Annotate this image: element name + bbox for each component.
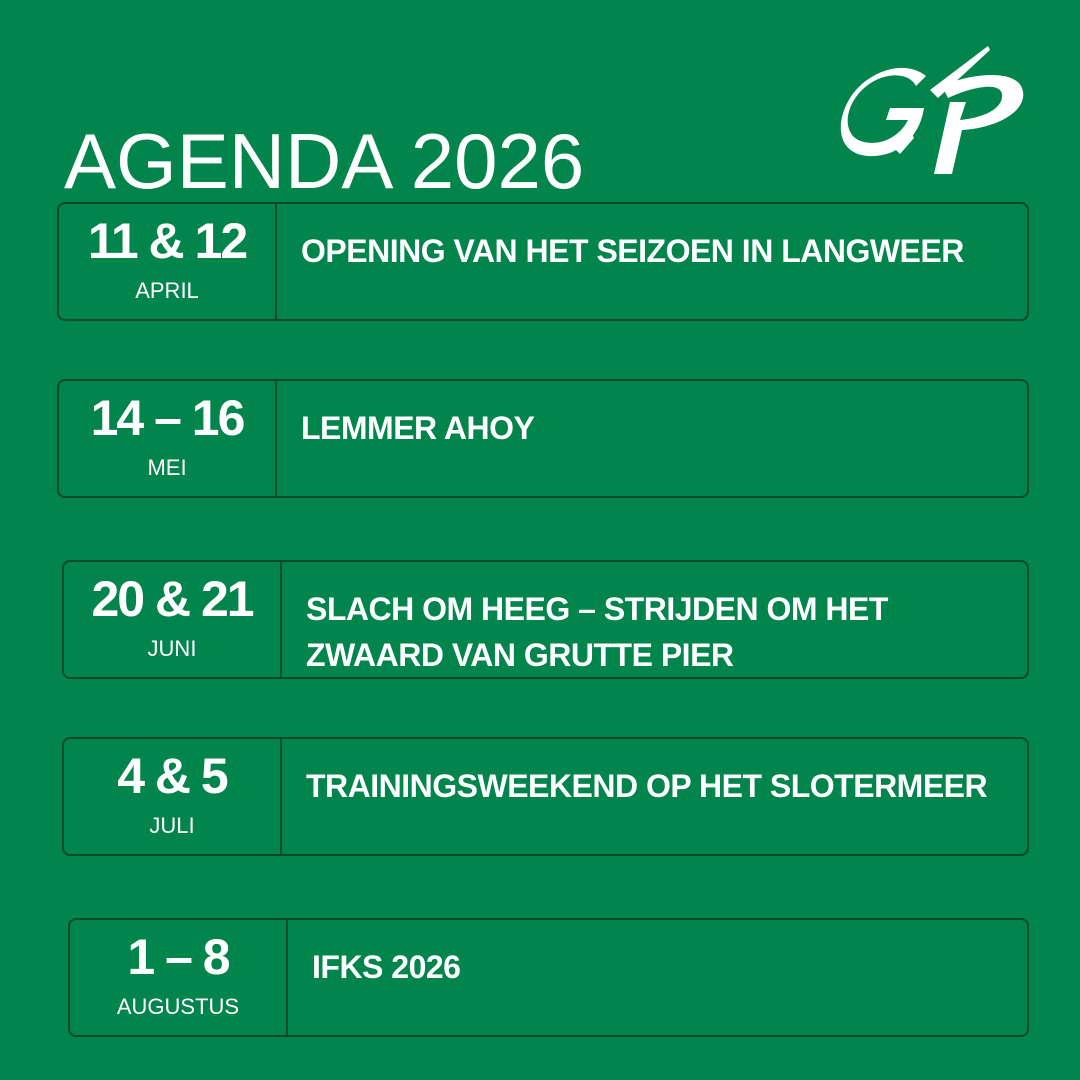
page-title: AGENDA 2026: [64, 117, 585, 206]
event-date: [59, 381, 277, 496]
event-date: [64, 562, 282, 677]
event-card: [57, 202, 1029, 321]
event-card: [68, 918, 1029, 1037]
event-card: [57, 379, 1029, 498]
event-title: OPENING VAN HET SEIZOEN IN LANGWEER: [301, 233, 964, 269]
event-month: JUNI: [147, 636, 197, 661]
event-title: SLACH OM HEEG – STRIJDEN OM HET ZWAARD VAN GRUTTE PIER: [306, 591, 888, 673]
event-month: AUGUSTUS: [116, 994, 240, 1019]
event-date: [64, 739, 282, 854]
event-card: [62, 737, 1029, 856]
event-card: [62, 560, 1029, 679]
event-title: LEMMER AHOY: [301, 410, 535, 446]
event-day: 11 & 12: [87, 213, 247, 269]
event-date: [59, 204, 277, 319]
event-day: 1 – 8: [127, 929, 229, 985]
event-month: APRIL: [135, 278, 199, 303]
event-title: IFKS 2026: [312, 949, 461, 985]
event-month: JULI: [149, 813, 195, 838]
gp-logo-icon: [838, 46, 1028, 176]
event-date: [70, 920, 288, 1035]
event-day: 20 & 21: [91, 571, 253, 627]
event-month: MEI: [147, 455, 187, 480]
event-day: 14 – 16: [90, 390, 244, 446]
event-title: TRAININGSWEEKEND OP HET SLOTERMEER: [306, 768, 988, 804]
event-day: 4 & 5: [117, 748, 227, 804]
